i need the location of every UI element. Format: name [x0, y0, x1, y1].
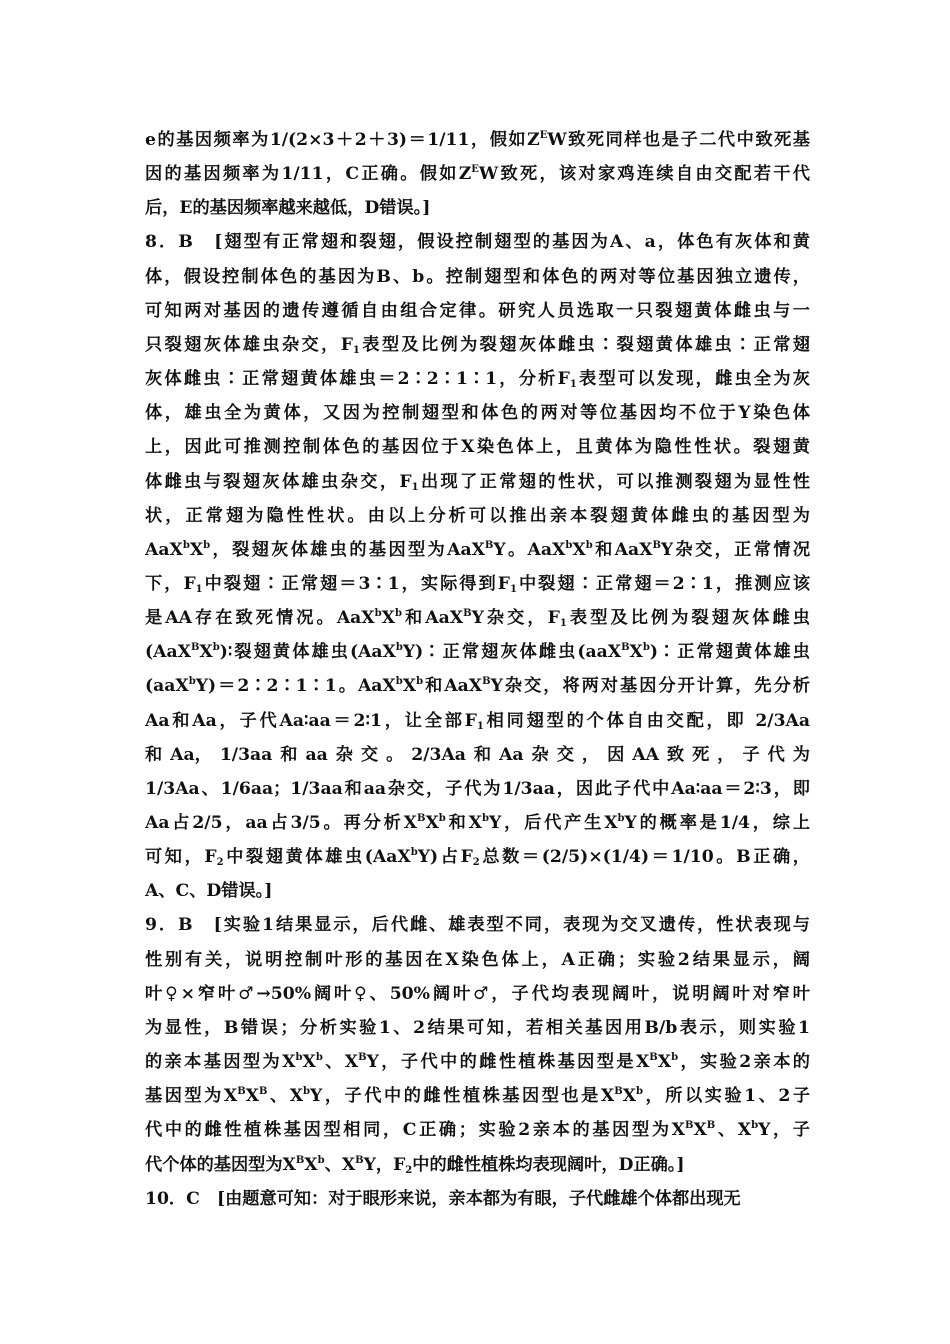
superscript: b	[481, 813, 489, 824]
text-line	[145, 913, 810, 937]
text-line	[145, 709, 810, 733]
text-run: Y，子	[758, 1120, 810, 1140]
text-run: 、X	[324, 1155, 356, 1175]
superscript: b	[303, 1086, 311, 1097]
text-run: X	[302, 1052, 316, 1072]
text-run: Y的概率是1/4，综上	[624, 813, 810, 833]
superscript: B	[614, 1086, 623, 1097]
text-run: 体，假设控制体色的基因为B、b。控制翅型和体色的两对等位基因独立遗传，	[145, 267, 810, 287]
superscript: B	[649, 1052, 658, 1063]
text-line	[145, 948, 810, 972]
superscript: b	[642, 642, 650, 653]
text-line	[145, 265, 810, 289]
superscript: b	[188, 676, 196, 687]
text-run: 体雌虫与裂翅灰体雄虫杂交，F	[145, 472, 412, 492]
superscript: B	[355, 1155, 364, 1166]
superscript: b	[374, 608, 382, 619]
text-run: X	[657, 1052, 672, 1072]
superscript: b	[212, 642, 220, 653]
text-run: X	[381, 608, 395, 628]
text-run: Aa占2/5，aa占3/5。再分析X	[145, 813, 417, 833]
subscript: 1	[509, 584, 517, 595]
text-run: W致死同样也是子二代中致死基	[547, 130, 810, 150]
text-run: 和AaX	[592, 540, 653, 560]
superscript: B	[237, 1086, 246, 1097]
text-line	[145, 982, 810, 1006]
text-run: 因的基因频率为1/11，C正确。假如Z	[145, 164, 472, 184]
text-line	[145, 504, 810, 528]
text-run: 状，正常翅为隐性性状。由以上分析可以推出亲本裂翅黄体雌虫的基因型为	[145, 506, 810, 526]
text-run: X	[622, 1086, 637, 1106]
text-run: X	[402, 676, 417, 696]
text-run: 中裂翅∶正常翅＝3∶1，实际得到F	[202, 574, 510, 594]
text-run: X	[245, 1086, 259, 1106]
text-run: (aaX	[145, 676, 189, 696]
text-run: 灰体雌虫∶正常翅黄体雄虫＝2∶2∶1∶1，分析F	[145, 369, 570, 389]
text-run: 可知两对基因的遗传遵循自由组合定律。研究人员选取一只裂翅黄体雌虫与一	[145, 301, 810, 321]
text-line	[145, 606, 810, 630]
text-line	[145, 196, 810, 220]
text-line	[145, 640, 810, 664]
text-run: 、X	[322, 1052, 359, 1072]
text-line	[145, 811, 810, 835]
text-run: Y，后代产生X	[488, 813, 618, 833]
text-run: 出现了正常翅的性状，可以推测裂翅为显性性	[418, 472, 810, 492]
subscript: 2	[216, 857, 224, 868]
text-line	[145, 367, 810, 391]
subscript: 2	[405, 1165, 413, 1176]
text-run: 、X	[715, 1120, 752, 1140]
text-run: AaX	[145, 540, 183, 560]
text-run: 下，F	[145, 574, 196, 594]
superscript: B	[685, 1120, 694, 1131]
superscript: B	[482, 676, 491, 687]
text-line	[145, 1153, 810, 1177]
superscript: E	[539, 130, 548, 141]
text-line	[145, 401, 810, 425]
superscript: b	[751, 1120, 759, 1131]
text-run: ，实验2亲本的	[678, 1052, 810, 1072]
text-run: Y)占F	[417, 847, 473, 867]
superscript: B	[190, 642, 200, 653]
text-run: X	[199, 642, 213, 662]
superscript: B	[259, 1086, 268, 1097]
text-run: A、C、D错误。]	[145, 881, 273, 901]
superscript: B	[706, 1120, 716, 1131]
text-run: 代中的雌性植株基因型相同，C正确；实验2亲本的基因型为X	[145, 1120, 685, 1140]
text-run: 表型及比例为裂翅灰体雌虫	[566, 608, 810, 628]
text-line	[145, 743, 810, 767]
superscript: b	[317, 1155, 325, 1166]
text-run: X	[693, 1120, 707, 1140]
text-run: 和 Aa， 1/3aa 和 aa 杂 交 。 2/3Aa 和 Aa 杂 交 ， 因 AA 致 死 ， 子 代 为	[145, 745, 810, 765]
text-run: 和X	[445, 813, 482, 833]
text-line	[145, 674, 810, 698]
text-run: )∶裂翅黄体雄虫(AaX	[219, 642, 396, 662]
subscript: 2	[472, 857, 480, 868]
text-run: Aa和Aa，子代Aa∶aa＝2∶1，让全部F	[145, 711, 477, 731]
text-run: 相同翅型的个体自由交配，即 2/3Aa	[483, 711, 810, 731]
superscript: b	[410, 847, 418, 858]
superscript: b	[395, 676, 403, 687]
text-run: 中裂翅黄体雄虫(AaX	[223, 847, 411, 867]
text-run: Y。AaX	[493, 540, 566, 560]
text-run: e的基因频率为1/(2×3＋2＋3)＝1/11，假如Z	[145, 130, 540, 150]
text-run: W致死，该对家鸡连续自由交配若干代	[478, 164, 810, 184]
text-run: 上，因此可推测控制体色的基因位于X染色体上，且黄体为隐性性状。裂翅黄	[145, 437, 810, 457]
text-line	[145, 470, 810, 494]
text-run: 中的雌性植株均表现阔叶，D正确。]	[412, 1155, 685, 1175]
superscript: b	[315, 1052, 323, 1063]
text-line	[145, 879, 810, 903]
text-run: ，所以实验1、2子	[643, 1086, 810, 1106]
text-run: Y杂交，F	[471, 608, 560, 628]
text-run: X	[629, 642, 643, 662]
text-run: 1/3Aa、1/6aa；1/3aa和aa杂交，子代为1/3aa，因此子代中Aa∶aa＝2∶3，即	[145, 779, 810, 799]
superscript: b	[394, 608, 402, 619]
superscript: b	[416, 676, 424, 687]
superscript: b	[671, 1052, 679, 1063]
text-run: 基因型为X	[145, 1086, 238, 1106]
superscript: b	[395, 642, 403, 653]
text-line	[145, 1050, 810, 1074]
subscript: 1	[352, 345, 360, 356]
text-line	[145, 572, 810, 596]
text-run: 代个体的基因型为X	[145, 1155, 296, 1175]
superscript: b	[182, 540, 190, 551]
text-run: 8．B [翅型有正常翅和裂翅，假设控制翅型的基因为A、a，体色有灰体和黄	[145, 232, 810, 252]
text-line	[145, 230, 810, 254]
superscript: b	[565, 540, 573, 551]
subscript: 1	[195, 584, 203, 595]
text-run: 的亲本基因型为X	[145, 1052, 296, 1072]
superscript: b	[203, 540, 211, 551]
text-run: 中裂翅∶正常翅＝2∶1，推测应该	[516, 574, 810, 594]
text-run: Y杂交，将两对基因分开计算，先分析	[490, 676, 810, 696]
text-run: 是AA存在致死情况。AaX	[145, 608, 375, 628]
text-line	[145, 435, 810, 459]
text-run: X	[189, 540, 204, 560]
text-run: 表型及比例为裂翅灰体雌虫∶裂翅黄体雄虫∶正常翅	[359, 335, 810, 355]
text-run: X	[304, 1155, 318, 1175]
text-run: Y杂交，正常情况	[660, 540, 810, 560]
text-run: )∶正常翅黄体雄虫	[649, 642, 810, 662]
superscript: b	[295, 1052, 303, 1063]
superscript: B	[621, 642, 630, 653]
text-run: 和AaX	[401, 608, 464, 628]
subscript: 1	[411, 482, 419, 493]
text-line	[145, 1187, 810, 1211]
text-line	[145, 1084, 810, 1108]
text-line	[145, 777, 810, 801]
text-run: Y)∶正常翅灰体雌虫(aaX	[402, 642, 622, 662]
superscript: E	[471, 164, 479, 175]
text-line	[145, 162, 810, 186]
text-run: X	[425, 813, 439, 833]
text-run: 性别有关，说明控制叶形的基因在X染色体上，A正确；实验2结果显示，阔	[145, 950, 810, 970]
text-run: Y，子代中的雌性植株基因型也是X	[310, 1086, 615, 1106]
text-line	[145, 538, 810, 562]
text-line	[145, 845, 810, 869]
text-run: Y)＝2∶2∶1∶1。AaX	[195, 676, 396, 696]
subscript: 1	[559, 618, 567, 629]
superscript: B	[358, 1052, 367, 1063]
subscript: 1	[569, 379, 577, 390]
superscript: b	[636, 1086, 644, 1097]
superscript: B	[484, 540, 494, 551]
text-run: ，裂翅灰体雄虫的基因型为AaX	[210, 540, 485, 560]
text-run: X	[572, 540, 586, 560]
text-line	[145, 128, 810, 152]
text-run: 为显性，B错误；分析实验1、2结果可知，若相关基因用B/b表示，则实验1	[145, 1018, 810, 1038]
superscript: b	[617, 813, 625, 824]
text-run: 可知，F	[145, 847, 217, 867]
text-run: 和AaX	[423, 676, 483, 696]
text-run: 叶♀×窄叶♂→50%阔叶♀、50%阔叶♂，子代均表现阔叶，说明阔叶对窄叶	[145, 984, 810, 1004]
subscript: 1	[476, 721, 484, 732]
text-run: 只裂翅灰体雄虫杂交，F	[145, 335, 353, 355]
superscript: B	[463, 608, 472, 619]
text-run: 后，E的基因频率越来越低，D错误。]	[145, 198, 431, 218]
superscript: b	[438, 813, 446, 824]
text-line	[145, 1118, 810, 1142]
superscript: B	[295, 1155, 305, 1166]
superscript: B	[416, 813, 426, 824]
text-run: 10．C [由题意可知：对于眼形来说，亲本都为有眼，子代雌雄个体都出现无	[145, 1189, 741, 1209]
text-line	[145, 299, 810, 323]
superscript: b	[585, 540, 593, 551]
text-run: 体，雄虫全为黄体，又因为控制翅型和体色的两对等位基因均不位于Y染色体	[145, 403, 810, 423]
text-run: 、X	[267, 1086, 304, 1106]
superscript: B	[652, 540, 661, 551]
text-run: Y，F	[363, 1155, 406, 1175]
text-run: Y，子代中的雌性植株基因型是X	[366, 1052, 650, 1072]
text-run: (AaX	[145, 642, 191, 662]
text-run: 表型可以发现，雌虫全为灰	[576, 369, 810, 389]
text-run: 总数＝(2/5)×(1/4)＝1/10。B正确，	[479, 847, 810, 867]
text-run: 9．B [实验1结果显示，后代雌、雄表型不同，表现为交叉遗传，性状表现与	[145, 915, 810, 935]
text-line	[145, 333, 810, 357]
text-line	[145, 1016, 810, 1040]
